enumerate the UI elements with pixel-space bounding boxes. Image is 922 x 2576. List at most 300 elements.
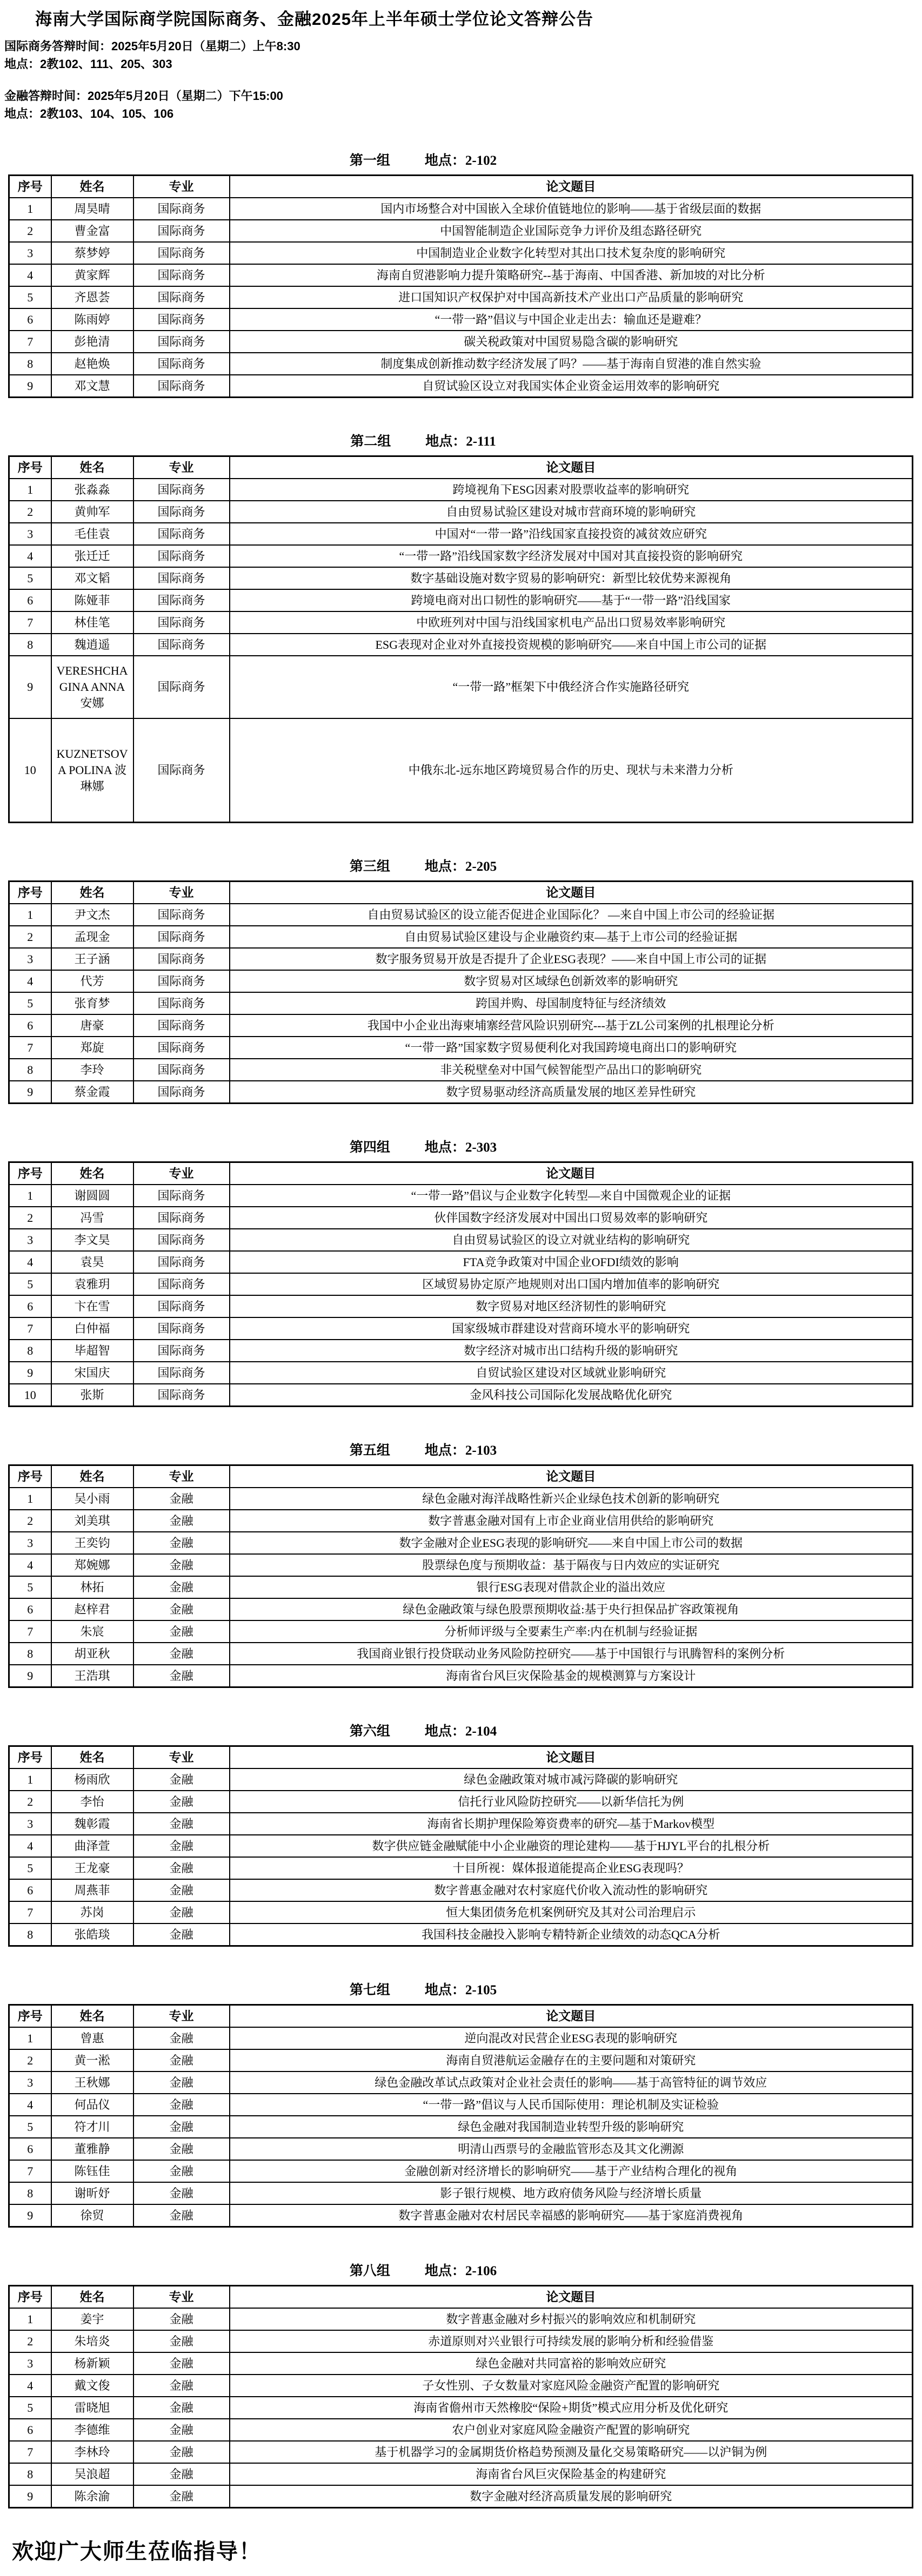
row-number: 4 — [9, 1554, 51, 1576]
defense-roster-table — [8, 1464, 913, 1688]
thesis-title: 自由贸易试验区建设对城市营商环境的影响研究 — [230, 501, 913, 523]
defense-roster-table — [8, 455, 913, 823]
major: 国际商务 — [133, 545, 230, 567]
col-header-thesis: 论文题目 — [230, 2005, 913, 2028]
thesis-title: 数字普惠金融对农村家庭代价收入流动性的影响研究 — [230, 1879, 913, 1901]
thesis-title: 我国商业银行投贷联动业务风险防控研究——基于中国银行与讯腾智科的案例分析 — [230, 1643, 913, 1665]
row-number: 8 — [9, 2463, 51, 2485]
group-location: 地点：2-111 — [425, 434, 496, 449]
row-number: 4 — [9, 1251, 51, 1273]
table-row — [9, 1207, 913, 1229]
major: 金融 — [133, 1901, 230, 1923]
defense-group — [0, 1440, 922, 1688]
row-number: 9 — [9, 2485, 51, 2508]
student-name: 代芳 — [51, 970, 133, 992]
table-row — [9, 656, 913, 718]
table-header-row — [9, 2005, 913, 2028]
major: 国际商务 — [133, 523, 230, 545]
student-name: 赵艳焕 — [51, 353, 133, 375]
major: 国际商务 — [133, 948, 230, 970]
student-name: 吴小雨 — [51, 1488, 133, 1510]
major: 国际商务 — [133, 634, 230, 656]
major: 金融 — [133, 2375, 230, 2397]
table-row — [9, 264, 913, 286]
major: 国际商务 — [133, 656, 230, 718]
row-number: 2 — [9, 1791, 51, 1813]
student-name: 卞在雪 — [51, 1295, 133, 1317]
major: 金融 — [133, 2397, 230, 2419]
major: 金融 — [133, 1598, 230, 1620]
row-number: 1 — [9, 198, 51, 220]
thesis-title: 数字供应链金融赋能中小企业融资的理论建构——基于HJYL平台的扎根分析 — [230, 1835, 913, 1857]
table-row — [9, 2049, 913, 2071]
row-number: 2 — [9, 501, 51, 523]
thesis-title: 农户创业对家庭风险金融资产配置的影响研究 — [230, 2419, 913, 2441]
table-header-row — [9, 882, 913, 904]
table-row — [9, 1384, 913, 1407]
table-row — [9, 2138, 913, 2160]
row-number: 7 — [9, 611, 51, 634]
row-number: 1 — [9, 479, 51, 501]
thesis-title: 中国制造业企业数字化转型对其出口技术复杂度的影响研究 — [230, 242, 913, 264]
student-name: 张迁迁 — [51, 545, 133, 567]
student-name: 曹金富 — [51, 220, 133, 242]
table-row — [9, 970, 913, 992]
defense-roster-table — [8, 1745, 913, 1947]
defense-group — [0, 150, 922, 398]
student-name: 尹文杰 — [51, 904, 133, 926]
table-row — [9, 1273, 913, 1295]
major: 金融 — [133, 1835, 230, 1857]
schedule-block — [4, 37, 922, 123]
row-number: 9 — [9, 656, 51, 718]
defense-roster-table — [8, 1161, 913, 1407]
thesis-title: 子女性别、子女数量对家庭风险金融资产配置的影响研究 — [230, 2375, 913, 2397]
group-location: 地点：2-106 — [424, 2264, 497, 2278]
defense-group — [0, 1136, 922, 1407]
row-number: 9 — [9, 1081, 51, 1104]
row-number: 5 — [9, 1576, 51, 1598]
welcome-footer: 欢迎广大师生莅临指导！ — [12, 2539, 262, 2564]
row-number: 7 — [9, 1317, 51, 1340]
major: 国际商务 — [133, 1362, 230, 1384]
thesis-title: 信托行业风险防控研究——以新华信托为例 — [230, 1791, 913, 1813]
table-row — [9, 1879, 913, 1901]
thesis-title: 跨境电商对出口韧性的影响研究——基于“一带一路”沿线国家 — [230, 589, 913, 611]
row-number: 5 — [9, 567, 51, 589]
row-number: 6 — [9, 2419, 51, 2441]
row-number: 1 — [9, 2308, 51, 2330]
business-defense-location: 地点：2教102、111、205、303 — [4, 57, 172, 71]
col-header-name: 姓名 — [51, 1162, 133, 1185]
row-number: 6 — [9, 1295, 51, 1317]
thesis-title: 股票绿色度与预期收益：基于隔夜与日内效应的实证研究 — [230, 1554, 913, 1576]
student-name: 王秋娜 — [51, 2071, 133, 2094]
row-number: 9 — [9, 1665, 51, 1687]
row-number: 2 — [9, 1207, 51, 1229]
student-name: 胡亚秋 — [51, 1643, 133, 1665]
major: 金融 — [133, 2352, 230, 2375]
row-number: 6 — [9, 589, 51, 611]
major: 国际商务 — [133, 970, 230, 992]
student-name: 张皓琰 — [51, 1923, 133, 1946]
row-number: 3 — [9, 2352, 51, 2375]
row-number: 6 — [9, 1014, 51, 1037]
thesis-title: 绿色金融改革试点政策对企业社会责任的影响——基于高管特征的调节效应 — [230, 2071, 913, 2094]
major: 金融 — [133, 1879, 230, 1901]
student-name: 袁雅玥 — [51, 1273, 133, 1295]
thesis-title: 国家级城市群建设对营商环境水平的影响研究 — [230, 1317, 913, 1340]
row-number: 8 — [9, 1059, 51, 1081]
table-row — [9, 1037, 913, 1059]
table-row — [9, 1643, 913, 1665]
col-header-name: 姓名 — [51, 1746, 133, 1769]
thesis-title: “一带一路”国家数字贸易便利化对我国跨境电商出口的影响研究 — [230, 1037, 913, 1059]
major: 金融 — [133, 2116, 230, 2138]
major: 金融 — [133, 1576, 230, 1598]
defense-group — [0, 431, 922, 823]
thesis-title: 数字贸易驱动经济高质量发展的地区差异性研究 — [230, 1081, 913, 1104]
table-row — [9, 1488, 913, 1510]
major: 金融 — [133, 2485, 230, 2508]
group-location: 地点：2-303 — [424, 1140, 497, 1155]
thesis-title: 绿色金融对我国制造业转型升级的影响研究 — [230, 2116, 913, 2138]
table-row — [9, 1295, 913, 1317]
row-number: 8 — [9, 353, 51, 375]
thesis-title: 中欧班列对中国与沿线国家机电产品出口贸易效率影响研究 — [230, 611, 913, 634]
student-name: 黄一淞 — [51, 2049, 133, 2071]
col-header-thesis: 论文题目 — [230, 176, 913, 198]
thesis-title: “一带一路”倡议与人民币国际使用：理论机制及实证检验 — [230, 2094, 913, 2116]
thesis-title: 海南自贸港航运金融存在的主要问题和对策研究 — [230, 2049, 913, 2071]
row-number: 1 — [9, 2027, 51, 2049]
student-name: 彭艳清 — [51, 331, 133, 353]
table-row — [9, 2375, 913, 2397]
row-number: 6 — [9, 308, 51, 331]
col-header-index: 序号 — [9, 1465, 51, 1488]
row-number: 5 — [9, 2397, 51, 2419]
row-number: 4 — [9, 264, 51, 286]
table-row — [9, 331, 913, 353]
table-row — [9, 479, 913, 501]
student-name: 魏逍遥 — [51, 634, 133, 656]
major: 金融 — [133, 2071, 230, 2094]
row-number: 2 — [9, 1510, 51, 1532]
major: 国际商务 — [133, 353, 230, 375]
col-header-major: 专业 — [133, 176, 230, 198]
thesis-title: 自贸试验区建设对区域就业影响研究 — [230, 1362, 913, 1384]
major: 国际商务 — [133, 375, 230, 398]
student-name: 杨新颖 — [51, 2352, 133, 2375]
table-row — [9, 948, 913, 970]
table-header-row — [9, 1465, 913, 1488]
student-name: 朱宸 — [51, 1620, 133, 1643]
thesis-title: 绿色金融政策对城市减污降碳的影响研究 — [230, 1768, 913, 1791]
major: 国际商务 — [133, 926, 230, 948]
thesis-title: 绿色金融政策与绿色股票预期收益:基于央行担保品扩容政策视角 — [230, 1598, 913, 1620]
student-name: 谢昕妤 — [51, 2182, 133, 2204]
thesis-title: 海南省儋州市天然橡胶“保险+期货”模式应用分析及优化研究 — [230, 2397, 913, 2419]
row-number: 10 — [9, 718, 51, 823]
group-name: 第三组 — [349, 859, 390, 874]
student-name: 白仲福 — [51, 1317, 133, 1340]
major: 金融 — [133, 2330, 230, 2352]
major: 国际商务 — [133, 567, 230, 589]
student-name: 王奕钧 — [51, 1532, 133, 1554]
row-number: 7 — [9, 331, 51, 353]
table-row — [9, 2204, 913, 2227]
major: 金融 — [133, 1665, 230, 1687]
student-name: 李怡 — [51, 1791, 133, 1813]
major: 金融 — [133, 2094, 230, 2116]
group-name: 第八组 — [349, 2264, 390, 2278]
student-name: 唐豪 — [51, 1014, 133, 1037]
student-name: 周燕菲 — [51, 1879, 133, 1901]
row-number: 1 — [9, 904, 51, 926]
thesis-title: 绿色金融对海洋战略性新兴企业绿色技术创新的影响研究 — [230, 1488, 913, 1510]
row-number: 9 — [9, 2204, 51, 2227]
student-name: KUZNETSOVA POLINA 波琳娜 — [51, 718, 133, 823]
thesis-title: 绿色金融对共同富裕的影响效应研究 — [230, 2352, 913, 2375]
table-row — [9, 926, 913, 948]
table-header-row — [9, 1746, 913, 1769]
thesis-title: “一带一路”框架下中俄经济合作实施路径研究 — [230, 656, 913, 718]
major: 国际商务 — [133, 242, 230, 264]
table-row — [9, 2116, 913, 2138]
thesis-title: 我国科技金融投入影响专精特新企业绩效的动态QCA分析 — [230, 1923, 913, 1946]
col-header-major: 专业 — [133, 882, 230, 904]
thesis-title: 碳关税政策对中国贸易隐含碳的影响研究 — [230, 331, 913, 353]
thesis-title: 金风科技公司国际化发展战略优化研究 — [230, 1384, 913, 1407]
table-row — [9, 1510, 913, 1532]
thesis-title: “一带一路”倡议与中国企业走出去：输血还是避难？ — [230, 308, 913, 331]
major: 金融 — [133, 1813, 230, 1835]
thesis-title: 海南省长期护理保险筹资费率的研究—基于Markov模型 — [230, 1813, 913, 1835]
student-name: 谢圆圆 — [51, 1185, 133, 1207]
row-number: 10 — [9, 1384, 51, 1407]
group-title — [0, 150, 846, 169]
table-row — [9, 353, 913, 375]
major: 国际商务 — [133, 308, 230, 331]
table-row — [9, 1665, 913, 1687]
student-name: 周昊晴 — [51, 198, 133, 220]
group-tables — [0, 150, 922, 2508]
row-number: 4 — [9, 2094, 51, 2116]
thesis-title: 金融创新对经济增长的影响研究——基于产业结构合理化的视角 — [230, 2160, 913, 2182]
row-number: 8 — [9, 1923, 51, 1946]
table-row — [9, 523, 913, 545]
table-row — [9, 2160, 913, 2182]
student-name: 雷晓旭 — [51, 2397, 133, 2419]
student-name: 李玲 — [51, 1059, 133, 1081]
table-row — [9, 718, 913, 823]
table-row — [9, 501, 913, 523]
major: 国际商务 — [133, 220, 230, 242]
major: 金融 — [133, 2049, 230, 2071]
thesis-title: 中俄东北-远东地区跨境贸易合作的历史、现状与未来潜力分析 — [230, 718, 913, 823]
thesis-title: 自由贸易试验区的设立对就业结构的影响研究 — [230, 1229, 913, 1251]
major: 国际商务 — [133, 1384, 230, 1407]
student-name: 孟现金 — [51, 926, 133, 948]
table-row — [9, 308, 913, 331]
col-header-name: 姓名 — [51, 2286, 133, 2309]
row-number: 9 — [9, 375, 51, 398]
defense-roster-table — [8, 880, 913, 1104]
col-header-thesis: 论文题目 — [230, 456, 913, 479]
row-number: 4 — [9, 970, 51, 992]
group-location: 地点：2-104 — [424, 1724, 497, 1739]
table-row — [9, 611, 913, 634]
table-row — [9, 1768, 913, 1791]
thesis-title: 中国智能制造企业国际竞争力评价及组态路径研究 — [230, 220, 913, 242]
row-number: 4 — [9, 1835, 51, 1857]
student-name: 张淼淼 — [51, 479, 133, 501]
major: 金融 — [133, 2441, 230, 2463]
student-name: 何品仪 — [51, 2094, 133, 2116]
group-location: 地点：2-103 — [424, 1443, 497, 1458]
table-row — [9, 2397, 913, 2419]
table-row — [9, 634, 913, 656]
student-name: 董雅静 — [51, 2138, 133, 2160]
row-number: 7 — [9, 1037, 51, 1059]
table-row — [9, 1620, 913, 1643]
row-number: 6 — [9, 1879, 51, 1901]
major: 金融 — [133, 2463, 230, 2485]
row-number: 2 — [9, 2330, 51, 2352]
thesis-title: 跨境视角下ESG因素对股票收益率的影响研究 — [230, 479, 913, 501]
thesis-title: 数字普惠金融对农村居民幸福感的影响研究——基于家庭消费视角 — [230, 2204, 913, 2227]
row-number: 3 — [9, 523, 51, 545]
table-row — [9, 2441, 913, 2463]
group-location: 地点：2-102 — [424, 153, 497, 168]
group-name: 第五组 — [349, 1443, 390, 1458]
row-number: 7 — [9, 1620, 51, 1643]
row-number: 5 — [9, 1273, 51, 1295]
col-header-index: 序号 — [9, 1162, 51, 1185]
student-name: 魏彰霞 — [51, 1813, 133, 1835]
group-name: 第四组 — [349, 1140, 390, 1155]
student-name: 赵梓君 — [51, 1598, 133, 1620]
row-number: 2 — [9, 926, 51, 948]
row-number: 7 — [9, 1901, 51, 1923]
table-row — [9, 375, 913, 398]
col-header-name: 姓名 — [51, 1465, 133, 1488]
col-header-name: 姓名 — [51, 456, 133, 479]
thesis-title: 数字贸易对地区经济韧性的影响研究 — [230, 1295, 913, 1317]
row-number: 2 — [9, 2049, 51, 2071]
table-row — [9, 1081, 913, 1104]
group-location: 地点：2-105 — [424, 1983, 497, 1997]
table-row — [9, 1813, 913, 1835]
table-row — [9, 1857, 913, 1879]
major: 金融 — [133, 2182, 230, 2204]
student-name: 邓文慧 — [51, 375, 133, 398]
student-name: 李德维 — [51, 2419, 133, 2441]
student-name: 黄家辉 — [51, 264, 133, 286]
student-name: 袁昊 — [51, 1251, 133, 1273]
thesis-title: 数字普惠金融对乡村振兴的影响效应和机制研究 — [230, 2308, 913, 2330]
table-header-row — [9, 1162, 913, 1185]
major: 金融 — [133, 1620, 230, 1643]
table-row — [9, 2352, 913, 2375]
group-title — [0, 856, 846, 875]
thesis-title: 进口国知识产权保护对中国高新技术产业出口产品质量的影响研究 — [230, 286, 913, 308]
table-row — [9, 992, 913, 1014]
thesis-title: 恒大集团债务危机案例研究及其对公司治理启示 — [230, 1901, 913, 1923]
student-name: 陈余渝 — [51, 2485, 133, 2508]
row-number: 8 — [9, 1643, 51, 1665]
col-header-name: 姓名 — [51, 882, 133, 904]
col-header-index: 序号 — [9, 882, 51, 904]
major: 国际商务 — [133, 718, 230, 823]
table-row — [9, 1014, 913, 1037]
student-name: VERESHCHAGINA ANNA 安娜 — [51, 656, 133, 718]
table-row — [9, 1835, 913, 1857]
thesis-title: 数字金融对企业ESG表现的影响研究——来自中国上市公司的数据 — [230, 1532, 913, 1554]
student-name: 戴文俊 — [51, 2375, 133, 2397]
thesis-title: 自由贸易试验区的设立能否促进企业国际化？ —来自中国上市公司的经验证据 — [230, 904, 913, 926]
finance-defense-location: 地点：2教103、104、105、106 — [4, 107, 174, 120]
defense-roster-table — [8, 2285, 913, 2508]
row-number: 3 — [9, 2071, 51, 2094]
table-row — [9, 1340, 913, 1362]
col-header-major: 专业 — [133, 2286, 230, 2309]
table-row — [9, 2182, 913, 2204]
table-row — [9, 1185, 913, 1207]
major: 国际商务 — [133, 1037, 230, 1059]
thesis-title: 数字贸易对区域绿色创新效率的影响研究 — [230, 970, 913, 992]
row-number: 5 — [9, 992, 51, 1014]
group-location: 地点：2-205 — [424, 859, 497, 874]
student-name: 郑旋 — [51, 1037, 133, 1059]
table-row — [9, 589, 913, 611]
major: 国际商务 — [133, 1340, 230, 1362]
major: 国际商务 — [133, 1251, 230, 1273]
table-row — [9, 1923, 913, 1946]
table-row — [9, 2027, 913, 2049]
table-header-row — [9, 176, 913, 198]
group-title — [0, 1979, 846, 1999]
table-header-row — [9, 456, 913, 479]
major: 国际商务 — [133, 1081, 230, 1104]
student-name: 张斯 — [51, 1384, 133, 1407]
major: 金融 — [133, 1791, 230, 1813]
student-name: 徐贸 — [51, 2204, 133, 2227]
thesis-title: 银行ESG表现对借款企业的溢出效应 — [230, 1576, 913, 1598]
col-header-major: 专业 — [133, 2005, 230, 2028]
table-row — [9, 220, 913, 242]
row-number: 8 — [9, 1340, 51, 1362]
col-header-major: 专业 — [133, 1746, 230, 1769]
major: 国际商务 — [133, 1207, 230, 1229]
col-header-index: 序号 — [9, 456, 51, 479]
col-header-thesis: 论文题目 — [230, 882, 913, 904]
student-name: 蔡金霞 — [51, 1081, 133, 1104]
major: 国际商务 — [133, 1317, 230, 1340]
table-row — [9, 198, 913, 220]
major: 国际商务 — [133, 264, 230, 286]
student-name: 吴浪超 — [51, 2463, 133, 2485]
student-name: 曲泽萱 — [51, 1835, 133, 1857]
col-header-thesis: 论文题目 — [230, 2286, 913, 2309]
thesis-title: 伙伴国数字经济发展对中国出口贸易效率的影响研究 — [230, 1207, 913, 1229]
row-number: 5 — [9, 1857, 51, 1879]
major: 国际商务 — [133, 479, 230, 501]
student-name: 王龙豪 — [51, 1857, 133, 1879]
col-header-thesis: 论文题目 — [230, 1465, 913, 1488]
student-name: 齐恩荟 — [51, 286, 133, 308]
major: 国际商务 — [133, 1014, 230, 1037]
